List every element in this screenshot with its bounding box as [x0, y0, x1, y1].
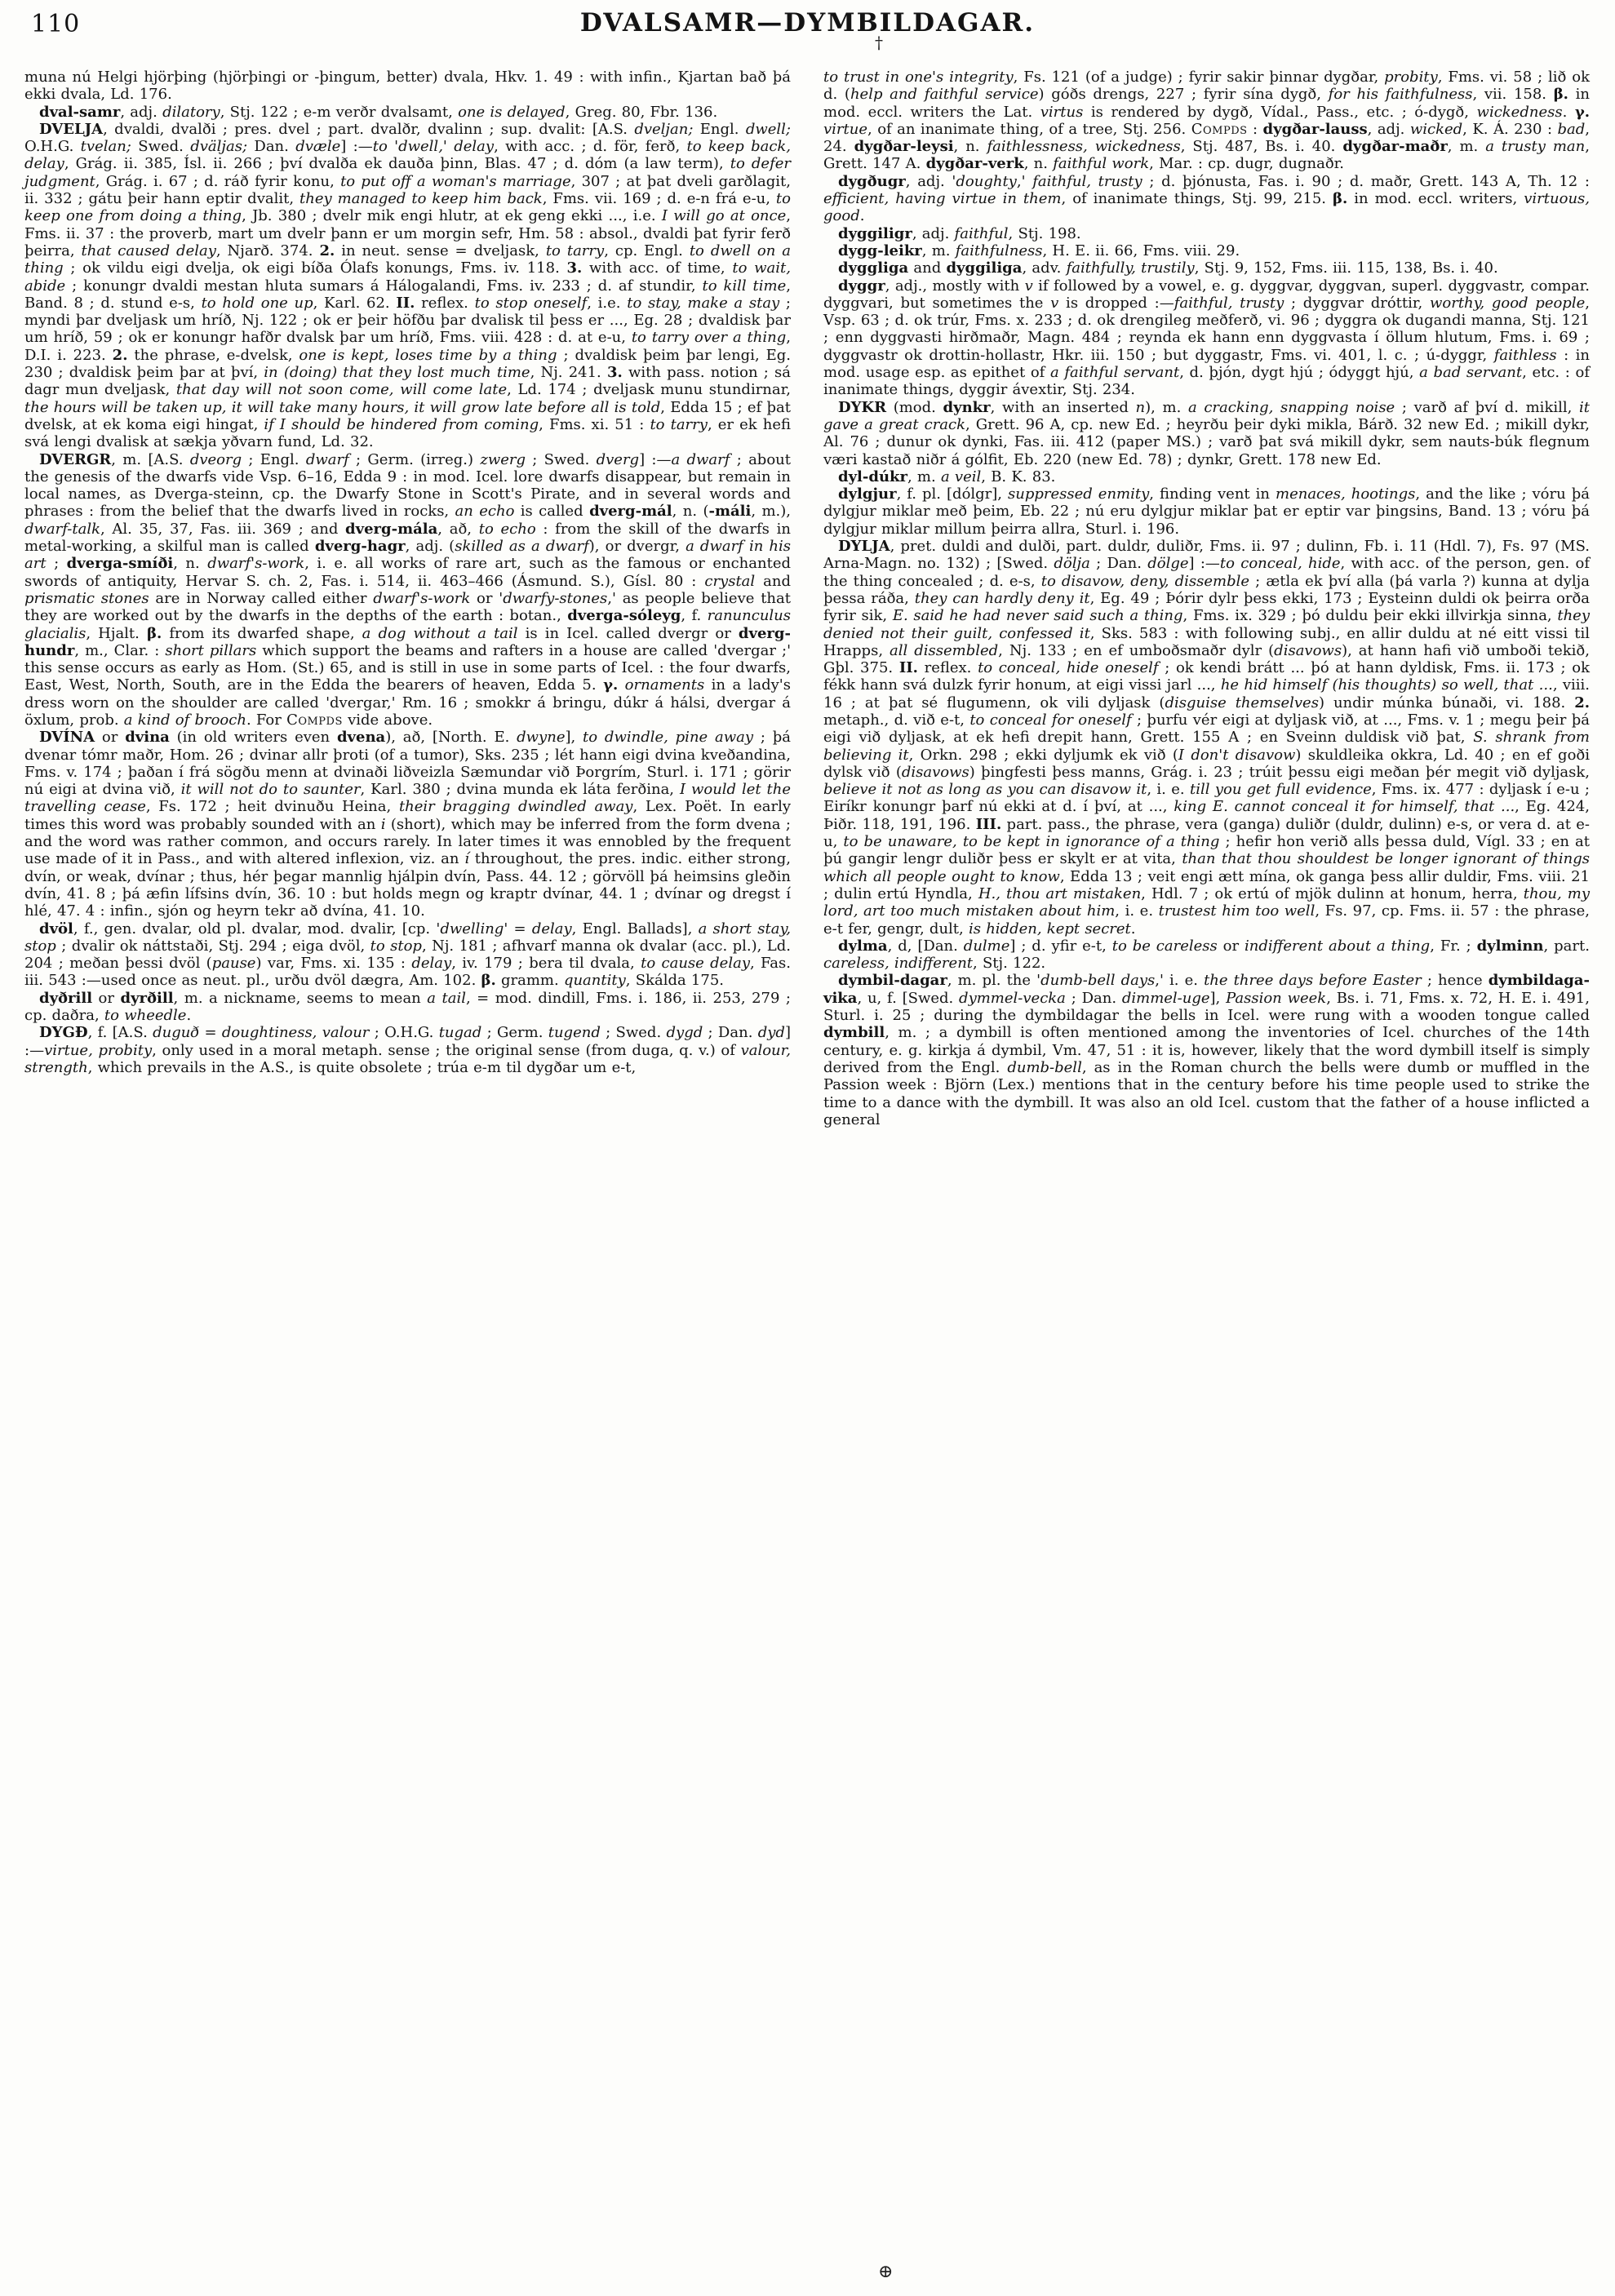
entry-paragraph: DYLJA, pret. duldi and dulði, part. duldr, duliðr, Fms. ii. 97 ; dulinn, Fb. i. 11 (Hdl. 7), Fs. 97 (MS. Arna-Magn. no. 132) ; [Swed. dölja ; Dan. dölge] :—to conceal, hide, with acc. of the person, gen. of the thing concealed ; d. e-s, to disavow, deny, dissemble ; ætla ek því alla (þá varla ?) kunna at dylja þessa ráða, they can hardly deny it, Eg. 49 ; Þórir dylr þess ekki, 173 ; Eysteinn duldi ok þeirra orða fyrir sik, E. said he had never said such a thing, Fms. ix. 329 ; þó duldu þeir ekki illvirkja sinna, they denied not their guilt, confessed it, Sks. 583 : with following subj., en allir duldu at né eitt vissi til Hrapps, all dissembled, Nj. 133 ; en ef umboðsmaðr dylr (disavows), at hann hafi við umboði tekið, Gþl. 375. II. reflex. to conceal, hide oneself ; ok kendi brátt ... þó at hann dyldisk, Fms. ii. 173 ; ok fékk hann svá dulzk fyrir honum, at eigi vissi jarl ..., he hid himself (his thoughts) so well, that ..., viii. 16 ; at þat sé flugumenn, ok vili dyljask (disguise themselves) undir múnka búnaði, vi. 188. 2. metaph., d. við e-t, to conceal for oneself ; þurfu vér eigi at dyljask við, at ..., Fms. v. 1 ; megu þeir þá eigi við dyljask, at ek hefi drepit hann, Grett. 155 A ; en Sveinn duldisk við þat, S. shrank from believing it, Orkn. 298 ; ekki dyljumk ek við (I don't disavow) skuldleika okkra, Ld. 40 ; en ef goði dylsk við (disavows) þingfesti þess manns, Grág. i. 23 ; trúit þessu eigi meðan þér megit við dyljask, believe it not as long as you can disavow it, i. e. till you get full evidence, Fms. ix. 477 : dyljask í e-u ; Eiríkr konungr þarf nú ekki at d. í því, at ..., king E. cannot conceal it for himself, that ..., Eg. 424, Þiðr. 118, 191, 196. III. part. pass., the phrase, vera (ganga) duliðr (duldr, dulinn) e-s, or vera d. at e-u, to be unaware, to be kept in ignorance of a thing ; hefir hon verið alls þessa duld, Vígl. 33 ; en at þú gangir lengr duliðr þess er skylt er at vita, than that thou shouldest be longer ignorant of things which all people ought to know, Edda 13 ; veit engi ætt mína, ok ganga þess allir duldir, Fms. viii. 21 ; dulin ertú Hyndla, H., thou art mistaken, Hdl. 7 ; ok ertú of mjök dulinn at honum, herra, thou, my lord, art too much mistaken about him, i. e. trustest him too well, Fs. 97, cp. Fms. ii. 57 : the phrase, e-t fer, gengr, dult, is hidden, kept secret.: [823, 538, 1591, 937]
entry-paragraph: dylgjur, f. pl. [dólgr], suppressed enmity, finding vent in menaces, hootings, and the like ; vóru þá dylgjur miklar með þeim, Eb. 22 ; nú eru dylgjur miklar þat er eptir var þingsins, Band. 13 ; vóru þá dylgjur miklar millum þeirra allra, Sturl. i. 196.: [823, 485, 1590, 538]
entry-paragraph: dylma, d, [Dan. dulme] ; d. yfir e-t, to be careless or indifferent about a thing, Fr. ; dylminn, part. careless, indifferent, Stj. 122.: [823, 937, 1590, 973]
entry-paragraph: muna nú Helgi hjörþing (hjörþingi or -þingum, better) dvala, Hkv. 1. 49 : with infin., Kjartan bað þá ekki dvala, Ld. 176.: [24, 69, 791, 104]
entry-paragraph: dvöl, f., gen. dvalar, old pl. dvalar, mod. dvalir, [cp. 'dwelling' = delay, Engl. Ballads], a short stay, stop ; dvalir ok náttstaði, Stj. 294 ; eiga dvöl, to stop, Nj. 181 ; afhvarf manna ok dvalar (acc. pl.), Ld. 204 ; meðan þessi dvöl (pause) var, Fms. xi. 135 : delay, iv. 179 ; bera til dvala, to cause delay, Fas. iii. 543 :—used once as neut. pl., urðu dvöl dægra, Am. 102. β. gramm. quantity, Skálda 175.: [24, 920, 792, 990]
dagger-mark-icon: †: [875, 33, 883, 52]
text-columns: [24, 69, 1591, 1128]
entry-paragraph: DVERGR, m. [A.S. dveorg ; Engl. dwarf ; Germ. (irreg.) zwerg ; Swed. dverg] :—a dwarf ; about the genesis of the dwarfs vide Vsp. 6–16, Edda 9 : in mod. Icel. lore dwarfs disappear, but remain in local names, as Dverga-steinn, cp. the Dwarfy Stone in Scott's Pirate, and in several words and phrases : from the belief that the dwarfs lived in rocks, an echo is called dverg-mál, n. (-máli, m.), dwarf-talk, Al. 35, 37, Fas. iii. 369 ; and dverg-mála, að, to echo : from the skill of the dwarfs in metal-working, a skilful man is called dverg-hagr, adj. (skilled as a dwarf), or dvergr, a dwarf in his art ; dverga-smíði, n. dwarf's-work, i. e. all works of rare art, such as the famous or enchanted swords of antiquity, Hervar S. ch. 2, Fas. i. 514, ii. 463–466 (Ásmund. S.), Gísl. 80 : crystal and prismatic stones are in Norway called either dwarf's-work or 'dwarfy-stones,' as people believe that they are worked out by the dwarfs in the depths of the earth : botan., dverga-sóleyg, f. ranunculus glacialis, Hjalt. β. from its dwarfed shape, a dog without a tail is in Icel. called dvergr or dverg-hundr, m., Clar. : short pillars which support the beams and rafters in a house are called 'dvergar ;' this sense occurs as early as Hom. (St.) 65, and is still in use in some parts of Icel. : the four dwarfs, East, West, North, South, are in the Edda the bearers of heaven, Edda 5. γ. ornaments in a lady's dress worn on the shoulder are called 'dvergar,' Rm. 16 ; smokkr á bringu, dúkr á hálsi, dvergar á öxlum, prob. a kind of brooch. For Compds vide above.: [24, 450, 792, 729]
entry-paragraph: DVÍNA or dvina (in old writers even dvena), að, [North. E. dwyne], to dwindle, pine away ; þá dvenar tómr maðr, Hom. 26 ; dvinar allr þroti (of a tumor), Sks. 235 ; lét hann eigi dvina kveðandina, Fms. v. 174 ; þaðan í frá sögðu menn at dvinaði liðveizla Sæmundar við Þorgrím, Sturl. i. 171 ; görir nú eigi at dvina við, it will not do to saunter, Karl. 380 ; dvina munda ek láta ferðina, I would let the travelling cease, Fs. 172 ; heit dvinuðu Heina, their bragging dwindled away, Lex. Poët. In early times this word was probably sounded with an i (short), which may be inferred from the form dvena ; and the word was rather common, and occurs rarely. In later times it was ennobled by the frequent use made of it in Pass., and with altered inflexion, viz. an í throughout, the pres. indic. either strong, dvín, or weak, dvínar ; thus, hér þegar mannlig hjálpin dvín, Pass. 44. 12 ; görvöll þá heimsins gleðin dvín, 41. 8 ; þá æfin lífsins dvín, 36. 10 : but holds megn og kraptr dvínar, 44. 1 ; dvínar og dregst í hlé, 47. 4 : infin., sjón og heyrn tekr að dvína, 41. 10.: [24, 729, 792, 920]
page-number: 110: [31, 10, 81, 38]
running-head-title: DVALSAMR—DYMBILDAGAR.: [579, 8, 1036, 38]
entry-paragraph: dyggr, adj., mostly with v if followed by a vowel, e. g. dyggvar, dyggvan, superl. dyggvastr, compar. dyggvari, but sometimes the v is dropped :—faithful, trusty ; dyggvar dróttir, worthy, good people, Vsp. 63 ; d. ok trúr, Fms. x. 233 ; d. ok drengileg meðferð, vi. 96 ; dyggra ok dugandi manna, Stj. 121 ; enn dyggvasti hirðmaðr, Magn. 484 ; reynda ek hann enn dyggvasta í öllum hlutum, Fms. i. 69 ; dyggvastr ok drottin-hollastr, Hkr. iii. 150 ; but dyggastr, Fms. vi. 401, l. c. ; ú-dyggr, faithless : in mod. usage esp. as epithet of a faithful servant, d. þjón, dygt hjú ; ódyggt hjú, a bad servant, etc. : of inanimate things, dyggir ávextir, Stj. 234.: [823, 277, 1591, 399]
entry-paragraph: dymbil-dagar, m. pl. the 'dumb-bell days,' i. e. the three days before Easter ; hence dymbildaga-vika, u, f. [Swed. dymmel-vecka ; Dan. dimmel-uge], Passion week, Bs. i. 71, Fms. x. 72, H. E. i. 491, Sturl. i. 25 ; during the dymbildagar the bells in Icel. were rung with a wooden tongue called dymbill, m. ; a dymbill is often mentioned among the inventories of Icel. churches of the 14th century, e. g. kirkja á dymbil, Vm. 47, 51 : it is, however, likely that the word dymbill itself is simply derived from the Engl. dumb-bell, as in the Roman church the bells were dumb or muffled in the Passion week : Björn (Lex.) mentions that in the century before his time people used to strike the time to a dance with the dymbill. It was also an old Icel. custom that the father of a house inflicted a general: [823, 972, 1591, 1128]
entry-paragraph: dval-samr, adj. dilatory, Stj. 122 ; e-m verðr dvalsamt, one is delayed, Greg. 80, Fbr. 136.: [39, 103, 718, 121]
entry-paragraph: dyl-dúkr, m. a veil, B. K. 83.: [838, 468, 1056, 485]
entry-paragraph: to trust in one's integrity, Fs. 121 (of a judge) ; fyrir sakir þinnar dygðar, probity, Fms. vi. 58 ; lið ok d. (help and faithful service) góðs drengs, 227 ; fyrir sína dygð, for his faithfulness, vii. 158. β. in mod. eccl. writers the Lat. virtus is rendered by dygð, Vídal., Pass., etc. ; ó-dygð, wickedness. γ. virtue, of an inanimate thing, of a tree, Stj. 256. Compds : dygðar-lauss, adj. wicked, K. Á. 230 : bad, 24. dygðar-leysi, n. faithlessness, wickedness, Stj. 487, Bs. i. 40. dygðar-maðr, m. a trusty man, Grett. 147 A. dygðar-verk, n. faithful work, Mar. : cp. dugr, dugnaðr.: [823, 69, 1591, 173]
entry-paragraph: dygg-leikr, m. faithfulness, H. E. ii. 66, Fms. viii. 29.: [838, 242, 1240, 259]
printer-mark-icon: ⊕: [878, 2262, 894, 2282]
entry-paragraph: dyggliga and dyggiliga, adv. faithfully, trustily, Stj. 9, 152, Fms. iii. 115, 138, Bs. i. 40.: [838, 259, 1498, 277]
entry-paragraph: dyðrill or dyrðill, m. a nickname, seems to mean a tail, = mod. dindill, Fms. i. 186, ii. 253, 279 ; cp. daðra, to wheedle.: [24, 989, 791, 1025]
entry-paragraph: dyggiligr, adj. faithful, Stj. 198.: [838, 224, 1081, 242]
entry-paragraph: dygðugr, adj. 'doughty,' faithful, trusty ; d. þjónusta, Fas. i. 90 ; d. maðr, Grett. 143 A, Th. 12 : efficient, having virtue in them, of inanimate things, Stj. 99, 215. β. in mod. eccl. writers, virtuous, good.: [823, 172, 1590, 225]
entry-paragraph: DVELJA, dvaldi, dvalði ; pres. dvel ; part. dvalðr, dvalinn ; sup. dvalit: [A.S. dveljan; Engl. dwell; O.H.G. tvelan; Swed. dväljas; Dan. dvæle] :—to 'dwell,' delay, with acc. ; d. för, ferð, to keep back, delay, Grág. ii. 385, Ísl. ii. 266 ; því dvalða ek dauða þinn, Blas. 47 ; d. dóm (a law term), to defer judgment, Grág. i. 67 ; d. ráð fyrir konu, to put off a woman's marriage, 307 ; at þat dveli garðlagit, ii. 332 ; gátu þeir hann eptir dvalit, they managed to keep him back, Fms. vii. 169 ; d. e-n frá e-u, to keep one from doing a thing, Jb. 380 ; dvelr mik engi hlutr, at ek geng ekki ..., i.e. I will go at once, Fms. ii. 37 : the proverb, mart um dvelr þann er um morgin sefr, Hm. 58 : absol., dvaldi þat fyrir ferð þeirra, that caused delay, Njarð. 374. 2. in neut. sense = dveljask, to tarry, cp. Engl. to dwell on a thing ; ok vildu eigi dvelja, ok eigi bíða Ólafs konungs, Fms. iv. 118. 3. with acc. of time, to wait, abide ; konungr dvaldi mestan hluta sumars á Hálogalandi, Fms. iv. 233 ; d. af stundir, to kill time, Band. 8 ; d. stund e-s, to hold one up, Karl. 62. II. reflex. to stop oneself, i.e. to stay, make a stay ; myndi þar dveljask um hríð, Nj. 122 ; ok er þeir höfðu þar dvalisk til þess er ..., Eg. 28 ; dvaldisk þar um hríð, 59 ; ok er konungr hafðr dvalsk þar um hríð, Fms. viii. 428 : d. at e-u, to tarry over a thing, D.I. i. 223. 2. the phrase, e-dvelsk, one is kept, loses time by a thing ; dvaldisk þeim þar lengi, Eg. 230 ; dvaldisk þeim þar at því, in (doing) that they lost much time, Nj. 241. 3. with pass. notion ; sá dagr mun dveljask, that day will not soon come, will come late, Ld. 174 ; dveljask munu stundirnar, the hours will be taken up, it will take many hours, it will grow late before all is told, Edda 15 ; ef þat dvelsk, at ek koma eigi hingat, if I should be hindered from coming, Fms. xi. 51 : to tarry, er ek hefi svá lengi dvalisk at sækja yðvarn fund, Ld. 32.: [24, 120, 792, 451]
entry-paragraph: DYKR (mod. dynkr, with an inserted n), m. a cracking, snapping noise ; varð af því d. mikill, it gave a great crack, Grett. 96 A, cp. new Ed. ; heyrðu þeir dyki mikla, Bárð. 32 new Ed. ; mikill dykr, Al. 76 ; dunur ok dynki, Fas. iii. 412 (paper MS.) ; varð þat svá mikill dykr, sem nauts-búk flegnum væri kastað niðr á gólfit, Eb. 220 (new Ed. 78) ; dynkr, Grett. 178 new Ed.: [823, 398, 1590, 468]
entry-paragraph: DYGÐ, f. [A.S. duguð = doughtiness, valour ; O.H.G. tugad ; Germ. tugend ; Swed. dygd ; Dan. dyd] :—virtue, probity, only used in a moral metaph. sense ; the original sense (from duga, q. v.) of valour, strength, which prevails in the A.S., is quite obsolete ; trúa e-m til dygðar um e-t,: [24, 1024, 791, 1076]
right-column: [823, 69, 1590, 1128]
left-column: [24, 69, 791, 1128]
